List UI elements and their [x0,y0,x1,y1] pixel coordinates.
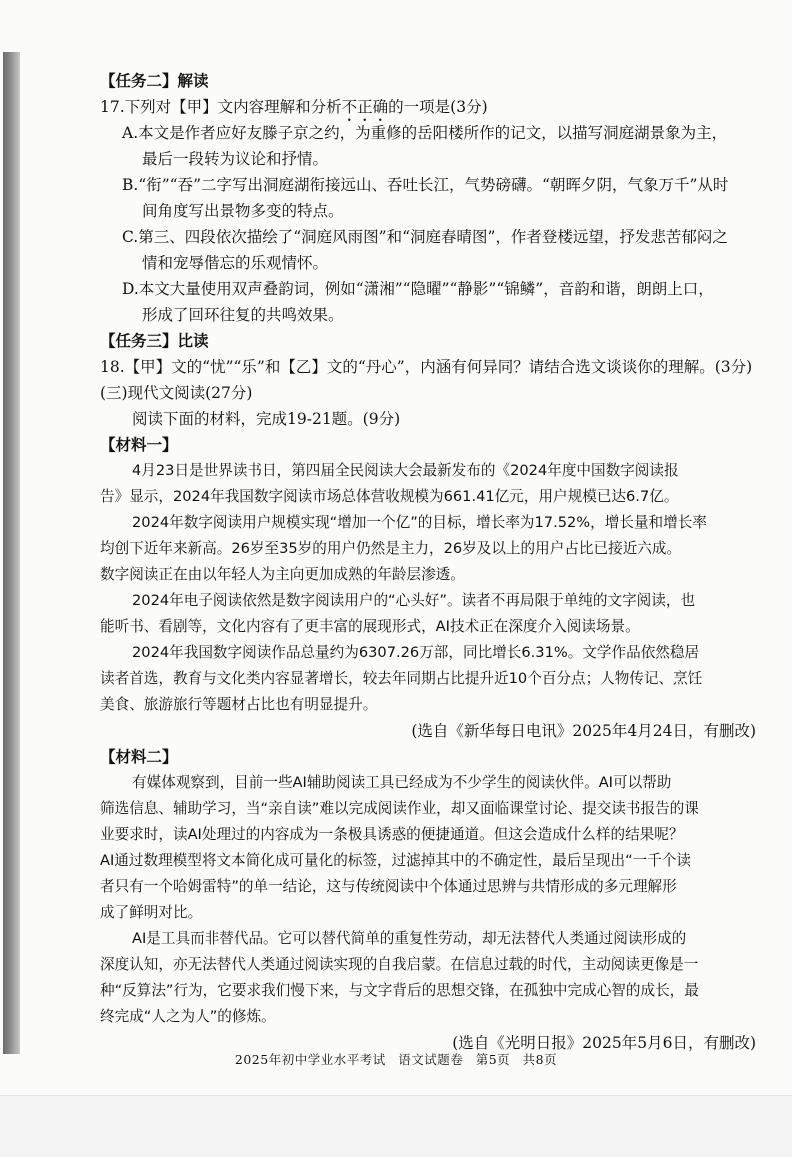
page-footer [0,1050,792,1068]
material2-line: 筛选信息、辅助学习，当“亲自读”难以完成阅读作业，却又面临课堂讨论、提交读书报告的课 [100,800,699,817]
material1-source: (选自《新华每日电讯》2025年4月24日，有删改) [411,722,756,740]
q17-option-a-line2: 最后一段转为议论和抒情。 [142,150,329,168]
footer-total-pages: 共8页 [522,1052,558,1067]
material2-line: 者只有一个哈姆雷特”的单一结论，这与传统阅读中个体通过思辨与共情形成的多元理解形 [100,878,677,895]
q17-option-b-line1: B.“衔”“吞”二字写出洞庭湖衔接远山、吞吐长江，气势磅礴。“朝晖夕阴，气象万千”从时 [122,176,729,194]
material1-label: 【材料一】 [100,435,178,454]
q17-option-d-line2: 形成了回环往复的共鸣效果。 [142,306,344,324]
material2-label: 【材料二】 [100,747,178,766]
q17-stem-post: 的一项是(3分) [388,98,488,116]
material1-line: 能听书、看剧等，文化内容有了更丰富的展现形式，AI技术正在深度介入阅读场景。 [100,618,640,635]
q17-option-a-line1: A.本文是作者应好友滕子京之约，为重修的岳阳楼所作的记文，以描写洞庭湖景象为主， [122,124,728,142]
q18: 18.【甲】文的“忧”“乐”和【乙】文的“丹心”，内涵有何异同？请结合选文谈谈你的理解。(3分) [100,358,753,376]
page-content [100,68,760,1056]
material1-line: 2024年数字阅读用户规模实现“增加一个亿”的目标，增长率为17.52%，增长量和增长率 [132,514,707,531]
material2-line: 业要求时，读AI处理过的内容成为一条极具诱惑的便捷通道。但这会造成什么样的结果呢？ [100,826,684,843]
material1-line: 均创下近年来新高。26岁至35岁的用户仍然是主力，26岁及以上的用户占比已接近六成。 [100,540,682,557]
task3-heading: 【任务三】比读 [100,331,209,350]
material1-line: 读者首选，教育与文化类内容显著增长，较去年同期占比提升近10个百分点；人物传记、烹饪 [100,670,703,687]
material2-line: 成了鲜明对比。 [100,904,203,921]
material1-line: 数字阅读正在由以年轻人为主向更加成熟的年龄层渗透。 [100,566,465,583]
material1-line: 4月23日是世界读书日，第四届全民阅读大会最新发布的《2024年度中国数字阅读报 [132,462,679,479]
material2-line: 种“反算法”行为，它要求我们慢下来，与文字背后的思想交锋，在孤独中完成心智的成长，最 [100,982,699,999]
material1-line: 2024年电子阅读依然是数字阅读用户的“心头好”。读者不再局限于单纯的文字阅读，也 [132,592,696,609]
footer-page-number: 第5页 [475,1052,511,1067]
material2-line: 终完成“人之为人”的修炼。 [100,1008,276,1025]
viewer-bottom-band [0,1095,792,1157]
task2-heading: 【任务二】解读 [100,71,209,90]
material2-line: AI是工具而非替代品。它可以替代简单的重复性劳动，却无法替代人类通过阅读形成的 [132,930,687,947]
q17-option-c-line1: C.第三、四段依次描绘了“洞庭风雨图”和“洞庭春晴图”，作者登楼远望，抒发悲苦郁闷之 [122,228,728,246]
material1-line: 美食、旅游旅行等题材占比也有明显提升。 [100,696,378,713]
material2-line: AI通过数理模型将文本简化成可量化的标签，过滤掉其中的不确定性，最后呈现出“一千个读 [100,852,692,869]
q17-option-d-line1: D.本文大量使用双声叠韵词，例如“潇湘”“隐曜”“静影”“锦鳞”，音韵和谐，朗朗上口， [122,280,714,298]
material2-source: (选自《光明日报》2025年5月6日，有删改) [452,1034,756,1052]
material1-line: 2024年我国数字阅读作品总量约为6307.26万部，同比增长6.31%。文学作品依然稳居 [132,644,700,661]
section3-heading: (三)现代文阅读(27分) [100,384,253,402]
q17-option-c-line2: 情和宠辱偕忘的乐观情怀。 [142,254,329,272]
footer-exam-title: 2025年初中学业水平考试 [234,1052,386,1067]
material1-line: 告》显示，2024年我国数字阅读市场总体营收规模为661.41亿元，用户规模已达6.7亿。 [100,488,679,505]
q17-stem-emphasis: 不正确 [341,98,389,116]
q17-stem-pre: 17.下列对【甲】文内容理解和分析 [100,98,342,116]
section3-instruction: 阅读下面的材料，完成19-21题。(9分) [132,410,401,428]
material2-line: 深度认知，亦无法替代人类通过阅读实现的自我启蒙。在信息过载的时代，主动阅读更像是一 [100,956,699,973]
footer-paper-name: 语文试题卷 [398,1052,464,1067]
material2-line: 有媒体观察到，目前一些AI辅助阅读工具已经成为不少学生的阅读伙伴。AI可以帮助 [132,774,672,791]
binding-shadow [3,52,20,1054]
q17-stem [100,94,760,120]
q17-option-b-line2: 间角度写出景物多变的特点。 [142,202,344,220]
